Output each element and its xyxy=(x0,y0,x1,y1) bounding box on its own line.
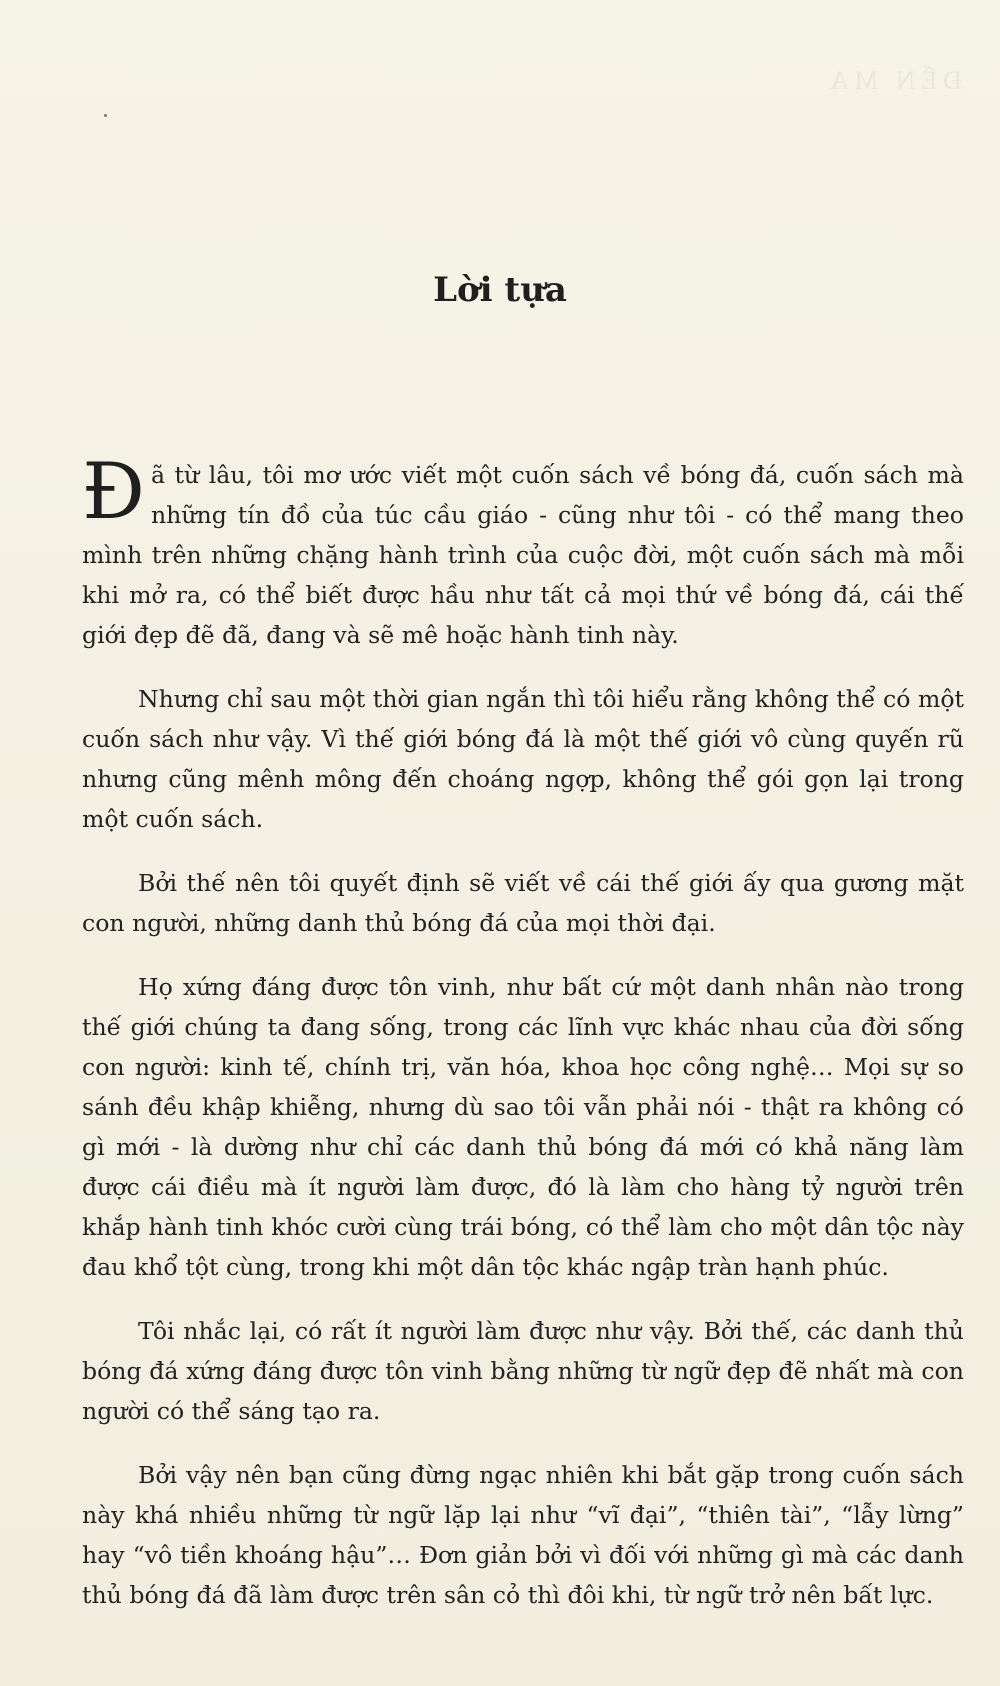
paragraph-2: Nhưng chỉ sau một thời gian ngắn thì tôi hiểu rằng không thể có một cuốn sách như vậy. Vì thế giới bóng đá là một thế giới vô cùng quyến rũ nhưng cũng mênh mông đến choáng ngợp, không thể gói gọn lại trong một cuốn sách. xyxy=(82,685,964,833)
bleed-through-shadow: ĐẾN MA xyxy=(824,66,962,95)
paragraph-1-text: ã từ lâu, tôi mơ ước viết một cuốn sách về bóng đá, cuốn sách mà những tín đồ của túc cầu giáo - cũng như tôi - có thể mang theo mình trên những chặng hành trình của cuộc đời, một cuốn sách mà mỗi khi mở ra, có thể biết được hầu như tất cả mọi thứ về bóng đá, cái thế giới đẹp đẽ đã, đang và sẽ mê hoặc hành tinh này. xyxy=(82,461,964,649)
paragraph-4: Họ xứng đáng được tôn vinh, như bất cứ một danh nhân nào trong thế giới chúng ta đang sống, trong các lĩnh vực khác nhau của đời sống con người: kinh tế, chính trị, văn hóa, khoa học công nghệ… Mọi sự so sánh đều khập khiễng, nhưng dù sao tôi vẫn phải nói - thật ra không có gì mới - là dường như chỉ các danh thủ bóng đá mới có khả năng làm được cái điều mà ít người làm được, đó là làm cho hàng tỷ người trên khắp hành tinh khóc cười cùng trái bóng, có thể làm cho một dân tộc này đau khổ tột cùng, trong khi một dân tộc khác ngập tràn hạnh phúc. xyxy=(82,973,964,1281)
paragraph-6: Bởi vậy nên bạn cũng đừng ngạc nhiên khi bắt gặp trong cuốn sách này khá nhiều những từ ngữ lặp lại như “vĩ đại”, “thiên tài”, “lẫy lừng” hay “vô tiền khoáng hậu”… Đơn giản bởi vì đối với những gì mà các danh thủ bóng đá đã làm được trên sân cỏ thì đôi khi, từ ngữ trở nên bất lực. xyxy=(82,1461,964,1609)
paragraph-3: Bởi thế nên tôi quyết định sẽ viết về cái thế giới ấy qua gương mặt con người, những danh thủ bóng đá của mọi thời đại. xyxy=(82,869,964,937)
paragraph-5: Tôi nhắc lại, có rất ít người làm được như vậy. Bởi thế, các danh thủ bóng đá xứng đáng được tôn vinh bằng những từ ngữ đẹp đẽ nhất mà con người có thể sáng tạo ra. xyxy=(82,1317,964,1425)
paragraph-1 xyxy=(82,447,964,655)
page-speck xyxy=(104,114,107,117)
drop-cap: Đ xyxy=(82,447,145,537)
page-title: Lời tựa xyxy=(433,270,567,310)
preface-body xyxy=(82,447,964,1639)
